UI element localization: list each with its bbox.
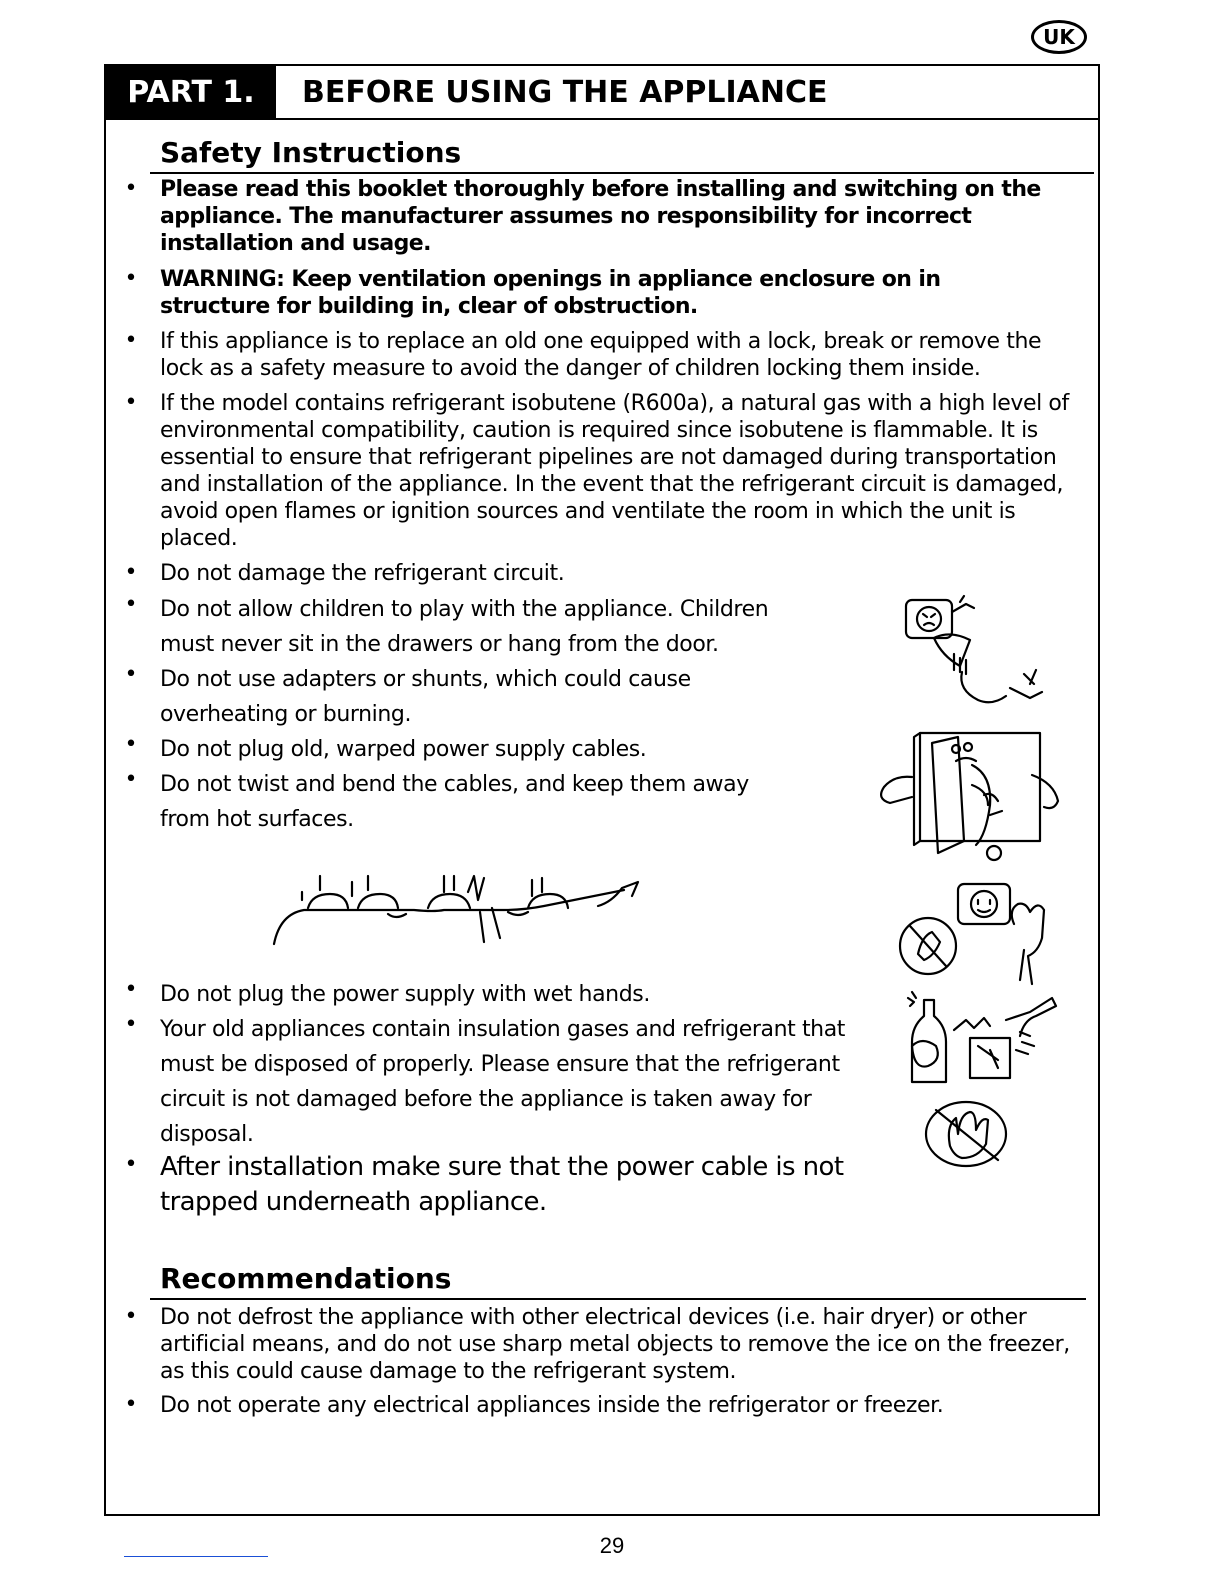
recommendations-title: Recommendations bbox=[160, 1262, 452, 1295]
bullet: • bbox=[124, 977, 138, 1002]
bullet: • bbox=[124, 592, 138, 617]
bullet: • bbox=[124, 767, 138, 792]
plug-adapter-icon bbox=[890, 592, 1060, 712]
list-item: Do not damage the refrigerant circuit. bbox=[160, 561, 565, 586]
list-item: Do not operate any electrical appliances inside the refrigerator or freezer. bbox=[160, 1393, 944, 1418]
uk-badge: UK bbox=[1031, 20, 1087, 54]
list-item: After installation make sure that the power cable is not trapped underneath appliance. bbox=[160, 1152, 844, 1217]
no-hand-icon bbox=[922, 1098, 1012, 1174]
list-item: Your old appliances contain insulation gases and refrigerant that must be disposed of properly. Please ensure that the refrigerant circuit is not damaged before the appliance is taken away for disposal. bbox=[160, 1017, 846, 1147]
bullet: • bbox=[124, 662, 138, 687]
recommendations-rule bbox=[150, 1298, 1086, 1300]
bullet: • bbox=[124, 176, 138, 201]
footer-link-line bbox=[124, 1556, 268, 1557]
no-wet-hands-icon bbox=[896, 880, 1066, 990]
safety-title: Safety Instructions bbox=[160, 136, 462, 169]
list-item: Do not defrost the appliance with other electrical devices (i.e. hair dryer) or other artificial means, and do not use sharp metal objects to remove the ice on the freezer, as this could cause damage to the refrigerant system. bbox=[160, 1305, 1070, 1384]
bullet: • bbox=[124, 390, 138, 415]
bullet: • bbox=[124, 1392, 138, 1417]
bullet: • bbox=[124, 732, 138, 757]
bullet: • bbox=[124, 1012, 138, 1037]
child-in-fridge-icon bbox=[872, 725, 1072, 875]
list-item: If this appliance is to replace an old one equipped with a lock, break or remove the lock as a safety measure to avoid the danger of children locking them inside. bbox=[160, 329, 1042, 381]
list-item: Do not twist and bend the cables, and keep them away from hot surfaces. bbox=[160, 772, 749, 832]
list-item: Please read this booklet thoroughly before installing and switching on the appliance. The manufacturer assumes no responsibility for incorrect installation and usage. bbox=[160, 177, 1041, 256]
twisted-cable-icon bbox=[268, 872, 658, 952]
part-header bbox=[106, 66, 1098, 120]
bullet: • bbox=[124, 328, 138, 353]
list-item: WARNING: Keep ventilation openings in appliance enclosure on in structure for building in, clear of obstruction. bbox=[160, 267, 941, 319]
bullet: • bbox=[124, 266, 138, 291]
bullet: • bbox=[124, 1152, 138, 1177]
list-item: Do not plug old, warped power supply cables. bbox=[160, 737, 647, 762]
list-item: If the model contains refrigerant isobutene (R600a), a natural gas with a high level of environmental compatibility, caution is required since isobutene is flammable. It is essential to ensure that refrigerant pipelines are not damaged during transportation and installation of the appliance. In the event that the refrigerant circuit is damaged, avoid open flames or ignition sources and ventilate the room in which the unit is placed. bbox=[160, 391, 1069, 551]
list-item: Do not plug the power supply with wet hands. bbox=[160, 982, 650, 1007]
part-label: PART 1. bbox=[106, 66, 276, 118]
list-item: Do not allow children to play with the appliance. Children must never sit in the drawers or hang from the door. bbox=[160, 597, 769, 657]
bullet: • bbox=[124, 560, 138, 585]
disposal-icon bbox=[898, 990, 1068, 1090]
safety-rule bbox=[150, 172, 1094, 174]
list-item: Do not use adapters or shunts, which could cause overheating or burning. bbox=[160, 667, 691, 727]
part-title: BEFORE USING THE APPLIANCE bbox=[302, 74, 828, 110]
page-number: 29 bbox=[599, 1533, 625, 1558]
bullet: • bbox=[124, 1304, 138, 1329]
